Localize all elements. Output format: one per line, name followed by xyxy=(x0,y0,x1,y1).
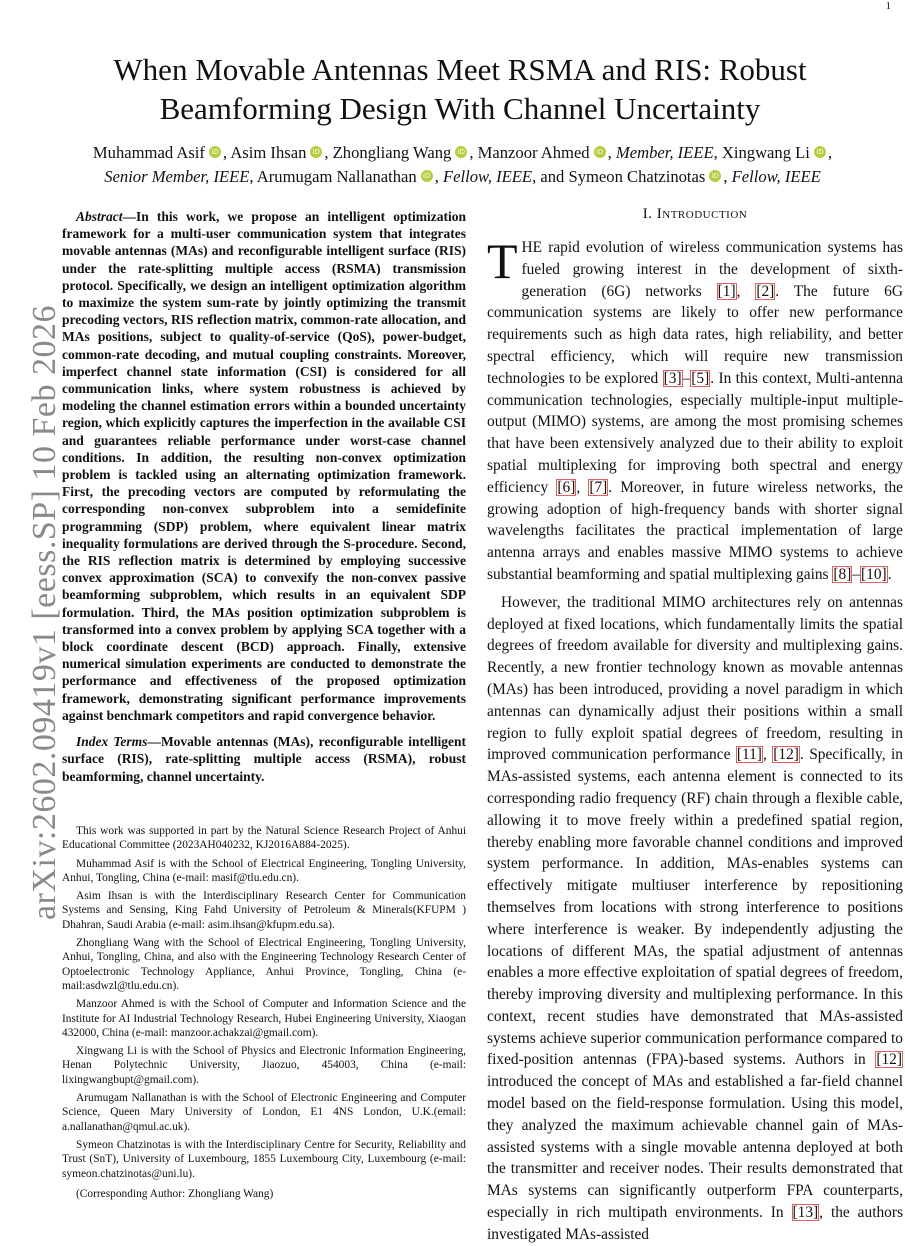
left-column xyxy=(62,208,466,785)
citation-link[interactable]: [10] xyxy=(861,565,887,583)
citation-link[interactable]: [13] xyxy=(792,1204,819,1222)
citation-link[interactable]: [2] xyxy=(756,282,775,300)
footnote: This work was supported in part by the Natural Science Research Project of Anhui Educational Committee (2023AH040232, KJ2016A884-2025). xyxy=(62,825,466,852)
author-list xyxy=(55,141,870,189)
footnote: Zhongliang Wang with the School of Electrical Engineering, Tongling University, Anhui, Tongling, China, and also with the Engineering Technology Research Center of Optoelectronic Technology Appliance, Anhui Province, Tongling, China (e-mail:asdwzl@tlu.edu.cn). xyxy=(62,937,466,992)
footnotes xyxy=(62,824,466,1205)
orcid-icon[interactable]: iD xyxy=(594,146,606,158)
authors-line-1: Muhammad Asif iD , Asim Ihsan iD , Zhongliang Wang iD , Manzoor Ahmed iD , Member, IEEE, Xingwang Li iD , xyxy=(92,143,833,162)
footnote: Muhammad Asif is with the School of Electrical Engineering, Tongling University, Anhui, Tongling, China (e-mail: masif@tlu.edu.cn). xyxy=(62,857,466,884)
abstract xyxy=(62,208,466,724)
orcid-icon[interactable]: iD xyxy=(455,146,467,158)
index-terms xyxy=(62,733,466,785)
footnote: Xingwang Li is with the School of Physics and Electronic Information Engineering, Henan Polytechnic University, Jiaozuo, 454003, China (e-mail: lixingwangbupt@gmail.com). xyxy=(62,1045,466,1086)
abstract-label: Abstract xyxy=(76,209,123,224)
citation-link[interactable]: [7] xyxy=(589,478,608,496)
author-name: Arumugam Nallanathan xyxy=(256,167,417,186)
citation-link[interactable]: [12] xyxy=(876,1051,902,1069)
right-column xyxy=(487,206,903,1246)
intro-paragraph-1-text: HE rapid evolution of wireless communication systems has fueled growing interest in the development of sixth-generation (6G) networks [1], [2]. The future 6G communication systems are likely to offer new performance requirements such as high data rates, high reliability, and better spectral efficiency, which will require new transmission technologies to be explored [3]–[5]. In this context, Multi-antenna communication technologies, especially multiple-input multiple-output (MIMO) systems, are among the most promising schemes that have been extensively analyzed due to their ability to exploit spatial multiplexing for improving both spectral and energy efficiency [6], [7]. Moreover, in future wireless networks, the growing adoption of high-frequency bands with shorter signal wavelengths facilitates the practical implementation of large antenna arrays and enables massive MIMO systems to achieve substantial beamforming and spatial multiplexing gains [8]–[10]. xyxy=(487,239,904,583)
orcid-icon[interactable]: iD xyxy=(310,146,322,158)
section-heading: I. Introduction xyxy=(642,206,748,222)
footnote: Asim Ihsan is with the Interdisciplinary Research Center for Communication Systems and Sensing, King Fahd University of Petroleum & Minerals(KFUPM ) Dhahran, Saudi Arabia (e-mail: asim.ihsan@kfupm.edu.sa). xyxy=(62,890,466,931)
author-name: Zhongliang Wang xyxy=(332,143,452,162)
author-name: Symeon Chatzinotas xyxy=(568,167,706,186)
member-grade: Fellow, IEEE xyxy=(731,167,821,186)
authors-line-2: Senior Member, IEEE, Arumugam Nallanathan iD , Fellow, IEEE, and Symeon Chatzinotas iD , Fellow, IEEE xyxy=(104,167,821,186)
index-terms-label: Index Terms xyxy=(76,734,148,750)
intro-paragraph-1 xyxy=(487,233,904,586)
intro-paragraph-2 xyxy=(487,592,903,1246)
drop-cap: T xyxy=(487,233,518,289)
member-grade: Senior Member, IEEE xyxy=(104,167,250,186)
orcid-icon[interactable]: iD xyxy=(709,170,721,182)
footnote: Arumugam Nallanathan is with the School of Electronic Engineering and Computer Science, Queen Mary University of London, E1 4NS London, U.K.(email: a.nallanathan@qmul.ac.uk). xyxy=(62,1092,466,1133)
member-grade: Fellow, IEEE xyxy=(442,167,533,186)
citation-link[interactable]: [6] xyxy=(557,478,576,496)
citation-link[interactable]: [3] xyxy=(663,369,682,387)
index-terms-text: —Movable antennas (MAs), reconfigurable intelligent surface (RIS), rate-splitting multiple access (RSMA), robust beamforming, channel uncertainty. xyxy=(62,734,466,784)
intro-paragraph-2-text: However, the traditional MIMO architectures rely on antennas deployed at fixed locations, which fundamentally limits the spatial degrees of freedom available for diversity and multiplexing gains. Recently, a new frontier technology known as movable antennas (MAs) has been introduced, providing a novel paradigm in which antennas can dynamically adjust their positions within a small region to fully exploit spatial degrees of freedom, resulting in improved communication performance [11], [12]. Specifically, in MAs-assisted systems, each antenna element is connected to its corresponding radio frequency (RF) chain through a flexible cable, allowing it to move freely within a predefined spatial region, thereby enabling more favorable channel conditions and improved system performance. In addition, MAs-enables systems can effectively mitigate multiuser interference by repositioning themselves from locations with strong interference to positions where interference is weaker. By independently adjusting the locations of different MAs, the spatial adjustment of antennas enables a more effective exploitation of spatial degrees of freedom, thereby improving diversity and multiplexing performance. In this context, recent studies have demonstrated that MAs-assisted systems achieve superior communication performance compared to fixed-position antennas (FPA)-based systems. Authors in [12] introduced the concept of MAs and established a far-field channel model based on the field-response formulation. Using this model, they analyzed the maximum achievable channel gain of MAs-assisted systems with a single movable antenna deployed at both the transmitter and receiver nodes. Their results demonstrated that MAs systems can significantly outperform FPA counterparts, especially in rich multipath environments. In [13], the authors investigated MAs-assisted xyxy=(487,593,903,1243)
author-name: Xingwang Li xyxy=(721,143,810,162)
footnote: Manzoor Ahmed is with the School of Computer and Information Science and the Institute for AI Industrial Technology Research, Hubei Engineering University, Xiaogan 432000, China (e-mail: manzoor.achakzai@gmail.com). xyxy=(62,998,466,1039)
author-name: Manzoor Ahmed xyxy=(477,143,590,162)
abstract-text: —In this work, we propose an intelligent optimization framework for a multi-user communication system that integrates movable antennas (MAs) and reconfigurable intelligent surface (RIS) under the rate-splitting multiple access (RSMA) transmission protocol. Specifically, we design an intelligent optimization algorithm to maximize the system sum-rate by jointly optimizing the transmit precoding vectors, RIS reflection matrix, common-rate allocation, and MAs positions, subject to quality-of-service (QoS), power-budget, common-rate decoding, and mutual coupling constraints. Moreover, imperfect channel state information (CSI) is considered for all communication links, where system robustness is achieved by modeling the channel estimation errors within a bounded uncertainty region, which explicitly captures the imperfection in the available CSI and guarantees reliable performance under worst-case channel conditions. In addition, the resulting non-convex optimization problem is tackled using an alternating optimization framework. First, the precoding vectors are computed by reformulating the corresponding non-convex subproblem into a semidefinite programming (SDP) problem, where equivalent linear matrix inequality formulations are derived through the S-procedure. Second, the RIS reflection matrix is determined by employing successive convex approximation (SCA) to convexify the non-convex passive beamforming subproblem, which results in an equivalent SDP formulation. Third, the MAs position optimization subproblem is transformed into a convex problem by applying SCA together with a block coordinate descent (BCD) approach. Finally, extensive numerical simulation experiments are conducted to demonstrate the performance and effectiveness of the proposed optimization framework, demonstrating significant performance improvements against benchmark competitors and rapid convergence behavior. xyxy=(62,209,466,723)
orcid-icon[interactable]: iD xyxy=(209,146,221,158)
citation-link[interactable]: [5] xyxy=(691,369,710,387)
citation-link[interactable]: [11] xyxy=(736,746,762,764)
orcid-icon[interactable]: iD xyxy=(421,170,433,182)
citation-link[interactable]: [8] xyxy=(833,565,852,583)
orcid-icon[interactable]: iD xyxy=(814,146,826,158)
member-grade: Member, IEEE xyxy=(615,143,714,162)
author-name: Muhammad Asif xyxy=(92,143,205,162)
footnote: Symeon Chatzinotas is with the Interdisciplinary Centre for Security, Reliability and Trust (SnT), University of Luxembourg, 1855 Luxembourg City, Luxembourg (e-mail: symeon.chatzinotas@uni.lu). xyxy=(62,1138,466,1180)
author-name: Asim Ihsan xyxy=(230,143,307,162)
citation-link[interactable]: [1] xyxy=(717,282,736,300)
paper-title: When Movable Antennas Meet RSMA and RIS: Robust Beamforming Design With Channel Uncertainty xyxy=(113,52,807,126)
corresponding-author: (Corresponding Author: Zhongliang Wang) xyxy=(76,1187,274,1200)
arxiv-watermark: arXiv:2602.09419v1 [eess.SP] 10 Feb 2026 xyxy=(26,305,63,920)
citation-link[interactable]: [12] xyxy=(773,746,799,764)
page-number: 1 xyxy=(885,0,891,12)
